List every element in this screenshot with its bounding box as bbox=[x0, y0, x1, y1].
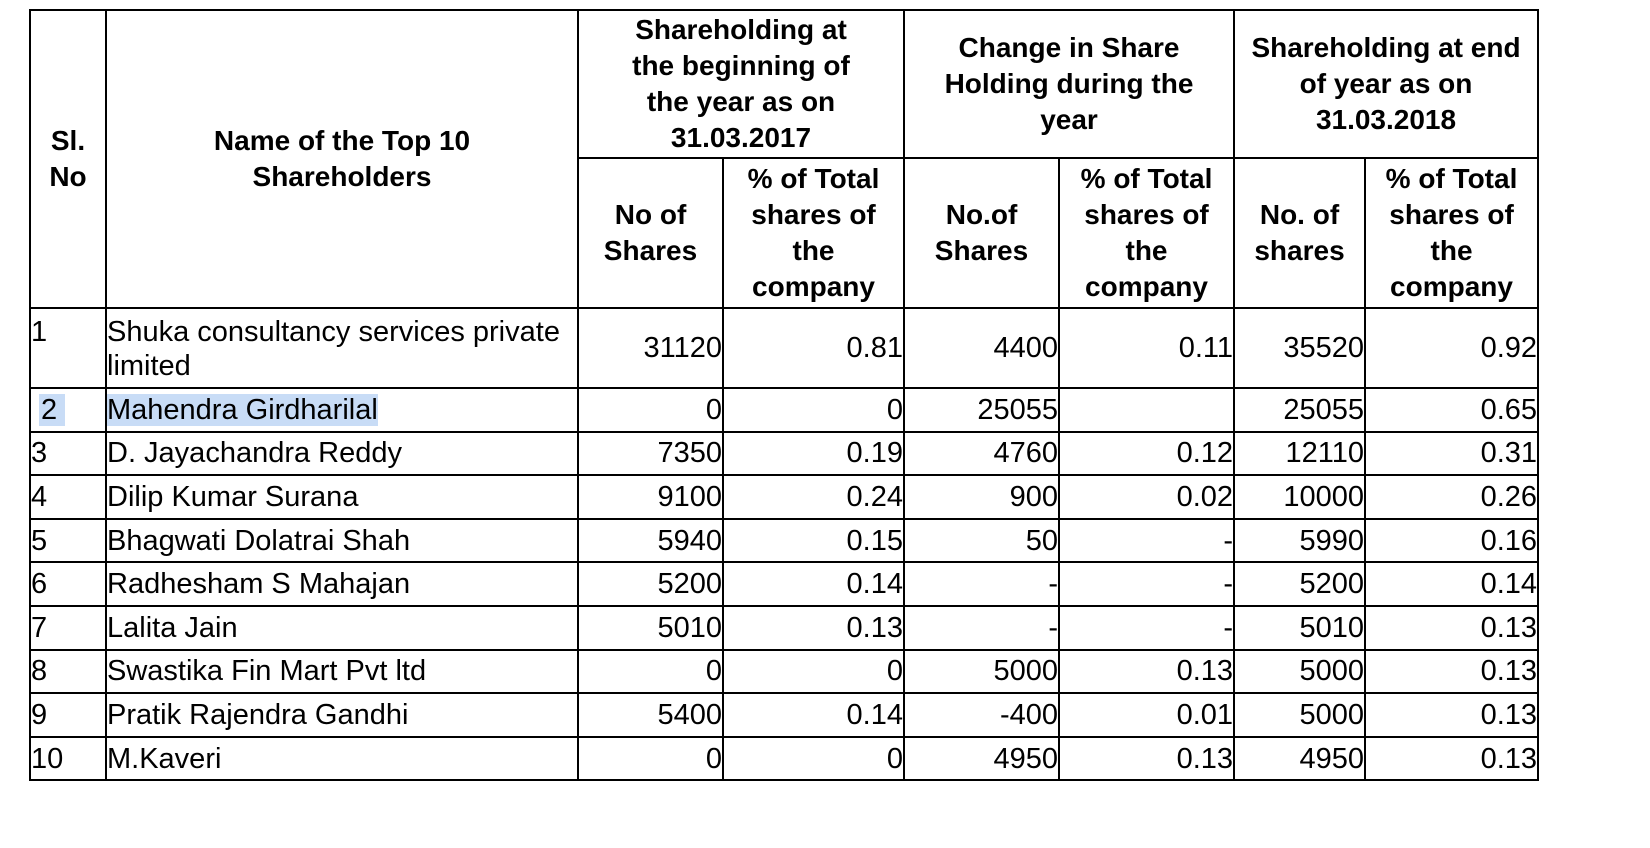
table-row bbox=[30, 650, 1538, 694]
cell-end-pct: 0.13 bbox=[1365, 606, 1538, 650]
cell-beg-no: 0 bbox=[578, 737, 723, 781]
cell-chg-pct bbox=[1059, 388, 1234, 432]
cell-sl: 7 bbox=[30, 606, 106, 650]
cell-beg-pct: 0.81 bbox=[723, 308, 904, 388]
cell-end-pct: 0.13 bbox=[1365, 693, 1538, 737]
table-row bbox=[30, 432, 1538, 476]
cell-sl: 3 bbox=[30, 432, 106, 476]
header-group-end: Shareholding at end of year as on 31.03.2018 bbox=[1234, 10, 1538, 158]
cell-name: Shuka consultancy services private limited bbox=[106, 308, 578, 388]
header-chg-pct: % of Total shares of the company bbox=[1059, 158, 1234, 308]
cell-beg-pct: 0.15 bbox=[723, 519, 904, 563]
table-row bbox=[30, 475, 1538, 519]
header-beg-no: No of Shares bbox=[578, 158, 723, 308]
cell-chg-pct: 0.12 bbox=[1059, 432, 1234, 476]
cell-end-no: 5000 bbox=[1234, 693, 1365, 737]
cell-name: Dilip Kumar Surana bbox=[106, 475, 578, 519]
table-row bbox=[30, 562, 1538, 606]
cell-end-no: 25055 bbox=[1234, 388, 1365, 432]
cell-sl[interactable] bbox=[30, 388, 106, 432]
cell-sl: 1 bbox=[30, 308, 106, 388]
cell-beg-pct: 0.14 bbox=[723, 562, 904, 606]
cell-end-no: 5000 bbox=[1234, 650, 1365, 694]
cell-chg-pct: 0.13 bbox=[1059, 737, 1234, 781]
cell-chg-no: 25055 bbox=[904, 388, 1059, 432]
cell-name: D. Jayachandra Reddy bbox=[106, 432, 578, 476]
cell-beg-no: 0 bbox=[578, 650, 723, 694]
cell-chg-no: 900 bbox=[904, 475, 1059, 519]
cell-chg-no: 50 bbox=[904, 519, 1059, 563]
cell-end-no: 5990 bbox=[1234, 519, 1365, 563]
selected-text-sl[interactable]: 2 bbox=[39, 394, 65, 426]
cell-end-pct: 0.31 bbox=[1365, 432, 1538, 476]
cell-beg-no: 31120 bbox=[578, 308, 723, 388]
cell-end-no: 35520 bbox=[1234, 308, 1365, 388]
selected-text-name[interactable]: Mahendra Girdharilal bbox=[107, 393, 378, 426]
cell-chg-no: 4760 bbox=[904, 432, 1059, 476]
cell-beg-no: 5400 bbox=[578, 693, 723, 737]
cell-chg-pct: - bbox=[1059, 519, 1234, 563]
cell-chg-no: - bbox=[904, 562, 1059, 606]
cell-chg-pct: 0.13 bbox=[1059, 650, 1234, 694]
table-row-selected bbox=[30, 388, 1538, 432]
cell-chg-no: 4400 bbox=[904, 308, 1059, 388]
cell-end-pct: 0.14 bbox=[1365, 562, 1538, 606]
header-group-beginning: Shareholding at the beginning of the year as on 31.03.2017 bbox=[578, 10, 904, 158]
cell-end-pct: 0.13 bbox=[1365, 650, 1538, 694]
cell-sl: 4 bbox=[30, 475, 106, 519]
header-name: Name of the Top 10 Shareholders bbox=[106, 10, 578, 308]
table-row bbox=[30, 693, 1538, 737]
cell-beg-pct: 0.19 bbox=[723, 432, 904, 476]
cell-beg-pct: 0 bbox=[723, 650, 904, 694]
cell-chg-no: -400 bbox=[904, 693, 1059, 737]
header-end-no: No. of shares bbox=[1234, 158, 1365, 308]
top-shareholders-table bbox=[29, 9, 1539, 781]
cell-end-no: 5010 bbox=[1234, 606, 1365, 650]
cell-beg-pct: 0.14 bbox=[723, 693, 904, 737]
cell-beg-no: 5200 bbox=[578, 562, 723, 606]
table-row bbox=[30, 606, 1538, 650]
cell-chg-no: 5000 bbox=[904, 650, 1059, 694]
cell-end-pct: 0.16 bbox=[1365, 519, 1538, 563]
cell-chg-pct: 0.02 bbox=[1059, 475, 1234, 519]
table-row bbox=[30, 519, 1538, 563]
cell-beg-no: 0 bbox=[578, 388, 723, 432]
cell-beg-no: 9100 bbox=[578, 475, 723, 519]
header-sl-no: Sl. No bbox=[30, 10, 106, 308]
cell-sl: 5 bbox=[30, 519, 106, 563]
cell-sl: 6 bbox=[30, 562, 106, 606]
cell-end-pct: 0.65 bbox=[1365, 388, 1538, 432]
cell-chg-pct: 0.11 bbox=[1059, 308, 1234, 388]
cell-sl: 10 bbox=[30, 737, 106, 781]
cell-name: Radhesham S Mahajan bbox=[106, 562, 578, 606]
cell-name: Pratik Rajendra Gandhi bbox=[106, 693, 578, 737]
cell-end-pct: 0.13 bbox=[1365, 737, 1538, 781]
cell-beg-no: 5940 bbox=[578, 519, 723, 563]
cell-end-no: 12110 bbox=[1234, 432, 1365, 476]
cell-name[interactable] bbox=[106, 388, 578, 432]
cell-name: M.Kaveri bbox=[106, 737, 578, 781]
cell-sl: 9 bbox=[30, 693, 106, 737]
cell-end-pct: 0.92 bbox=[1365, 308, 1538, 388]
header-group-change: Change in Share Holding during the year bbox=[904, 10, 1234, 158]
cell-end-no: 4950 bbox=[1234, 737, 1365, 781]
cell-chg-pct: 0.01 bbox=[1059, 693, 1234, 737]
cell-name: Lalita Jain bbox=[106, 606, 578, 650]
cell-beg-pct: 0 bbox=[723, 388, 904, 432]
cell-chg-no: - bbox=[904, 606, 1059, 650]
cell-beg-pct: 0.13 bbox=[723, 606, 904, 650]
cell-beg-pct: 0.24 bbox=[723, 475, 904, 519]
cell-sl: 8 bbox=[30, 650, 106, 694]
cell-end-no: 5200 bbox=[1234, 562, 1365, 606]
header-chg-no: No.of Shares bbox=[904, 158, 1059, 308]
cell-beg-pct: 0 bbox=[723, 737, 904, 781]
cell-chg-no: 4950 bbox=[904, 737, 1059, 781]
cell-beg-no: 5010 bbox=[578, 606, 723, 650]
cell-chg-pct: - bbox=[1059, 562, 1234, 606]
header-beg-pct: % of Total shares of the company bbox=[723, 158, 904, 308]
cell-name: Swastika Fin Mart Pvt ltd bbox=[106, 650, 578, 694]
cell-end-pct: 0.26 bbox=[1365, 475, 1538, 519]
cell-end-no: 10000 bbox=[1234, 475, 1365, 519]
cell-chg-pct: - bbox=[1059, 606, 1234, 650]
header-end-pct: % of Total shares of the company bbox=[1365, 158, 1538, 308]
table-row bbox=[30, 737, 1538, 781]
cell-beg-no: 7350 bbox=[578, 432, 723, 476]
table-row bbox=[30, 308, 1538, 388]
cell-name: Bhagwati Dolatrai Shah bbox=[106, 519, 578, 563]
